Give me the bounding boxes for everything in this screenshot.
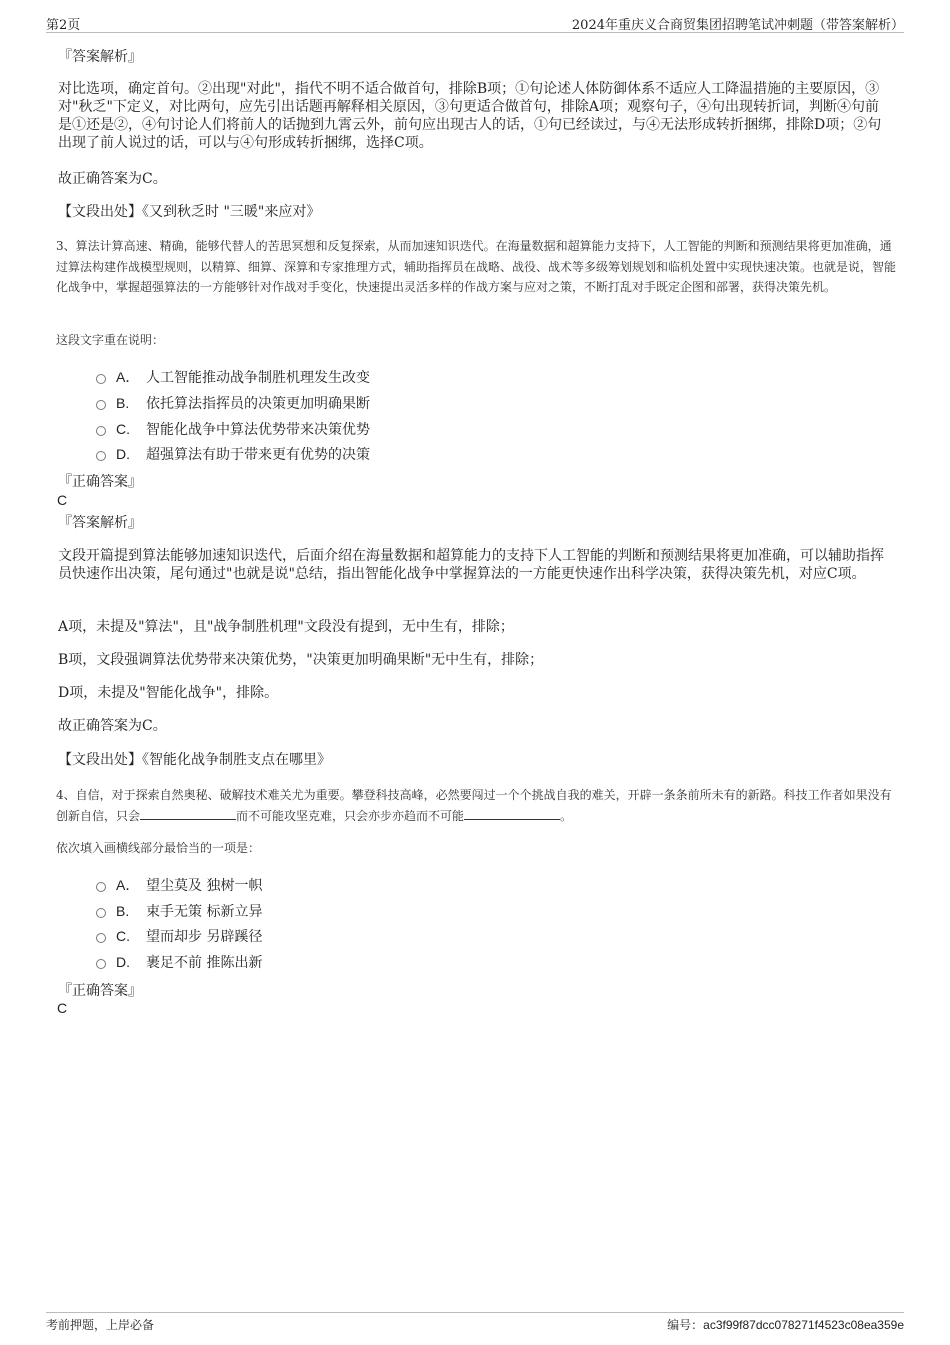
q3-answer: C (57, 492, 68, 508)
q3-answer-label: 『正确答案』 (58, 474, 142, 490)
radio-button[interactable] (96, 374, 106, 384)
radio-button[interactable] (96, 400, 106, 410)
page-header (46, 14, 904, 33)
footer-slogan: 考前押题，上岸必备 (46, 1318, 155, 1332)
q4-stem: 4、自信，对于探索自然奥秘、破解技术难关尤为重要。攀登科技高峰，必然要闯过一个个挑战自我的难关，开辟一条条前所未有的新路。科技工作者如果没有创新自信，只会 而不可能攻坚克难，只会亦步亦趋而不可能 。 (56, 788, 892, 823)
q2-source: 【文段出处】《又到秋乏时 "三暖"来应对》 (58, 204, 321, 220)
q4-answer: C (57, 1000, 68, 1016)
document-id: 编号：ac3f99f87dcc078271f4523c08ea359e (667, 1318, 904, 1332)
q3-b-note: B项，文段强调算法优势带来决策优势，"决策更加明确果断"无中生有，排除； (58, 652, 544, 668)
fill-blank-1 (140, 807, 236, 820)
fill-blank-2 (464, 807, 560, 820)
page-number: 第2页 (46, 18, 81, 33)
q4-prompt: 依次填入画横线部分最恰当的一项是： (56, 841, 261, 855)
radio-button[interactable] (96, 426, 106, 436)
radio-button[interactable] (96, 908, 106, 918)
page-footer (46, 1312, 904, 1332)
q3-option-c[interactable]: C. 智能化战争中算法优势带来决策优势 (96, 420, 370, 438)
q2-conclusion: 故正确答案为C。 (58, 171, 167, 187)
q4-option-a[interactable]: A． 望尘莫及 独树一帜 (96, 876, 262, 894)
q3-source: 【文段出处】《智能化战争制胜支点在哪里》 (58, 752, 331, 768)
q4-answer-label: 『正确答案』 (58, 983, 142, 999)
q3-stem: 3、算法计算高速、精确，能够代替人的苦思冥想和反复探索，从而加速知识迭代。在海量数据和超算能力支持下，人工智能的判断和预测结果将更加准确，通过算法构建作战模型规则，以精算、细算、深算和专家推理方式，辅助指挥员在战略、战役、战术等多级筹划规划和临机处置中实现快速决策。也就是说，智能化战争中，掌握超强算法的一方能够针对作战对手变化，快速提出灵活多样的作战方案与应对之策，不断打乱对手既定企图和部署，获得决策先机。 (56, 239, 897, 294)
q3-analysis-label: 『答案解析』 (58, 515, 142, 531)
q2-analysis: 对比选项，确定首句。②出现"对此"，指代不明不适合做首句，排除B项；①句论述人体防御体系不适应人工降温措施的主要原因，③对"秋乏"下定义，对比两句，应先引出话题再解释相关原因，③句更适合做首句，排除A项；观察句子，④句出现转折词，判断④句前是①还是②，④句讨论人们将前人的话抛到九霄云外，前句应出现古人的话，①句已经读过，与④无法形成转折捆绑，排除D项；②句出现了前人说过的话，可以与④句形成转折捆绑，选择C项。 (58, 81, 882, 151)
q3-prompt: 这段文字重在说明： (56, 333, 165, 347)
q3-option-d[interactable]: D. 超强算法有助于带来更有优势的决策 (96, 445, 370, 463)
q3-option-a[interactable]: A． 人工智能推动战争制胜机理发生改变 (96, 368, 370, 386)
radio-button[interactable] (96, 882, 106, 892)
q3-analysis: 文段开篇提到算法能够加速知识迭代，后面介绍在海量数据和超算能力的支持下人工智能的判断和预测结果将更加准确，可以辅助指挥员快速作出决策，尾句通过"也就是说"总结，指出智能化战争中掌握算法的一方能更快速作出科学决策，获得决策先机，对应C项。 (58, 548, 884, 582)
q4-option-d[interactable]: D. 裹足不前 推陈出新 (96, 953, 262, 971)
q3-a-note: A项，未提及"算法"，且"战争制胜机理"文段没有提到，无中生有，排除； (58, 619, 514, 635)
radio-button[interactable] (96, 451, 106, 461)
document-title: 2024年重庆义合商贸集团招聘笔试冲刺题（带答案解析） (571, 18, 904, 33)
radio-button[interactable] (96, 933, 106, 943)
q4-option-b[interactable]: B. 束手无策 标新立异 (96, 902, 262, 920)
q2-analysis-label: 『答案解析』 (58, 49, 142, 65)
q3-conclusion: 故正确答案为C。 (58, 718, 167, 734)
q4-option-c[interactable]: C. 望而却步 另辟蹊径 (96, 927, 262, 945)
q3-d-note: D项，未提及"智能化战争"，排除。 (58, 685, 279, 701)
radio-button[interactable] (96, 959, 106, 969)
q3-option-b[interactable]: B. 依托算法指挥员的决策更加明确果断 (96, 394, 370, 412)
